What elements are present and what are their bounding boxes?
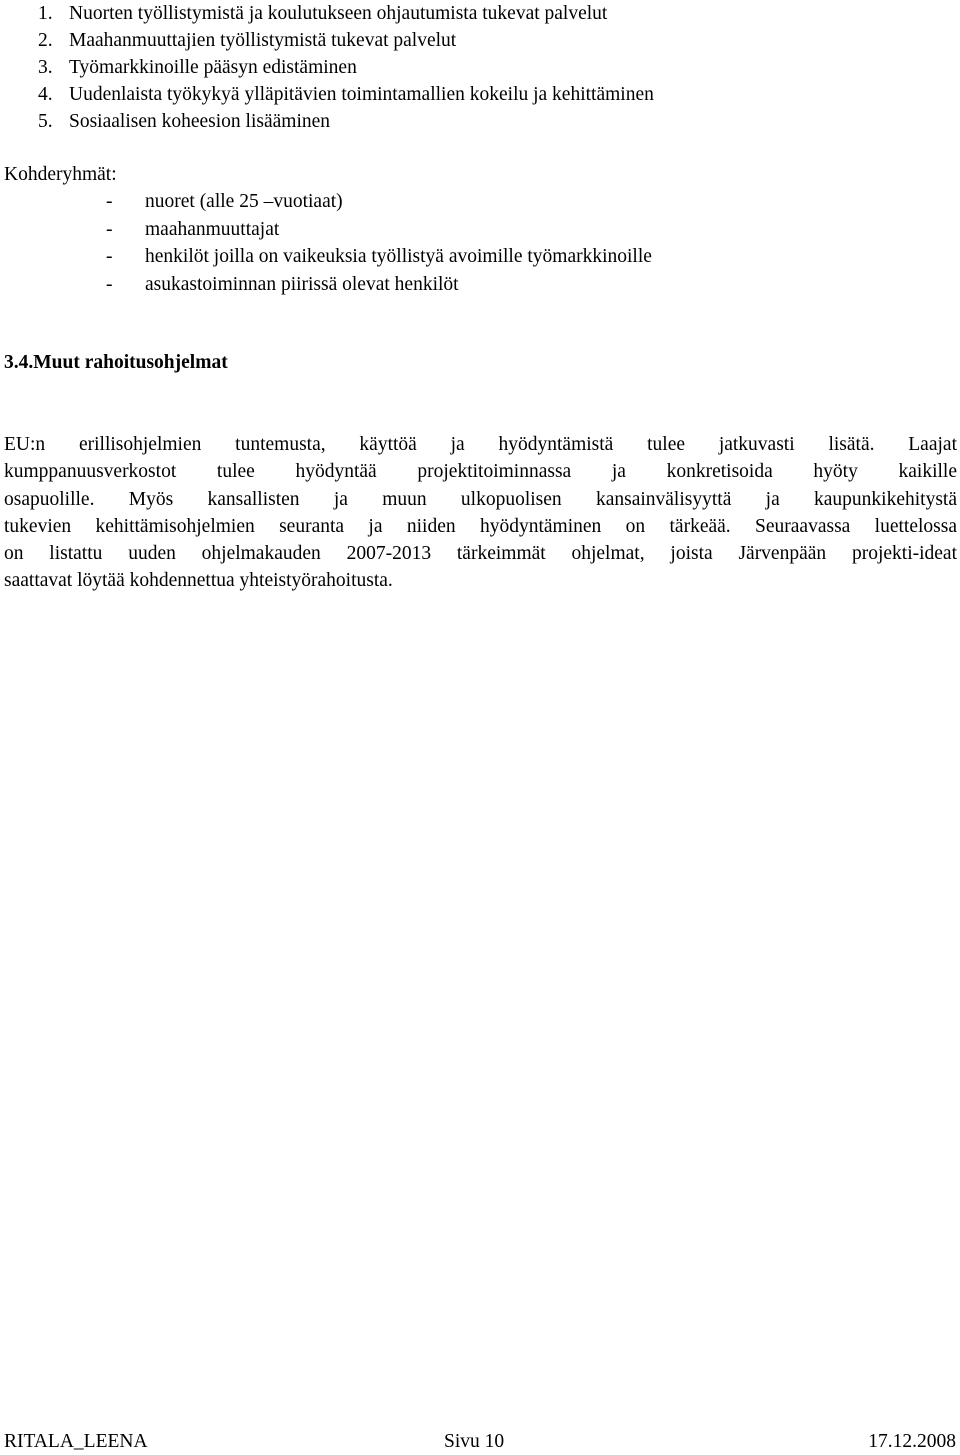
dash-bullet: - — [106, 191, 113, 212]
list-item-text: Nuorten työllistymistä ja koulutukseen ohjautumista tukevat palvelut — [69, 3, 608, 24]
target-group-text: henkilöt joilla on vaikeuksia työllistyä avoimille työmarkkinoille — [145, 246, 652, 267]
list-item-text: Maahanmuuttajien työllistymistä tukevat palvelut — [69, 30, 457, 51]
target-group-text: maahanmuuttajat — [145, 218, 280, 240]
footer-date: 17.12.2008 — [868, 1431, 956, 1452]
footer-author: RITALA_LEENA — [4, 1431, 148, 1452]
target-groups-heading: Kohderyhmät: — [4, 164, 117, 185]
paragraph-line: tukevien kehittämisohjelmien seuranta ja niiden hyödyntäminen on tärkeää. Seuraavassa luettelossa — [4, 515, 957, 537]
list-item-text: Uudenlaista työkykyä ylläpitävien toimintamallien kokeilu ja kehittäminen — [69, 84, 654, 105]
paragraph-line: on listattu uuden ohjelmakauden 2007-2013 tärkeimmät ohjelmat, joista Järvenpään projekti-ideat — [4, 543, 957, 565]
list-item-number: 2. — [38, 30, 53, 51]
list-item-text: Työmarkkinoille pääsyn edistäminen — [69, 57, 357, 78]
section-heading: 3.4.Muut rahoitusohjelmat — [4, 352, 228, 373]
target-group-text: nuoret (alle 25 –vuotiaat) — [145, 191, 343, 212]
list-item-number: 5. — [38, 111, 53, 132]
dash-bullet: - — [106, 246, 113, 267]
list-item-text: Sosiaalisen koheesion lisääminen — [69, 111, 331, 132]
footer-page-number: Sivu 10 — [444, 1431, 505, 1452]
paragraph-line: saattavat löytää kohdennettua yhteistyörahoitusta. — [4, 570, 393, 592]
list-item-number: 3. — [38, 57, 53, 78]
paragraph-line: kumppanuusverkostot tulee hyödyntää projektitoiminnassa ja konkretisoida hyöty kaikille — [4, 461, 957, 483]
list-item-number: 1. — [38, 3, 53, 24]
paragraph-line: osapuolille. Myös kansallisten ja muun ulkopuolisen kansainvälisyyttä ja kaupunkikehitystä — [4, 488, 957, 510]
page-footer — [0, 1428, 960, 1455]
dash-bullet: - — [106, 218, 113, 240]
section-paragraph — [4, 431, 957, 595]
target-group-text: asukastoiminnan piirissä olevat henkilöt — [145, 273, 459, 295]
list-item-number: 4. — [38, 84, 53, 105]
dash-bullet: - — [106, 273, 113, 295]
paragraph-line: EU:n erillisohjelmien tuntemusta, käyttöä ja hyödyntämistä tulee jatkuvasti lisätä. Laajat — [4, 434, 957, 455]
